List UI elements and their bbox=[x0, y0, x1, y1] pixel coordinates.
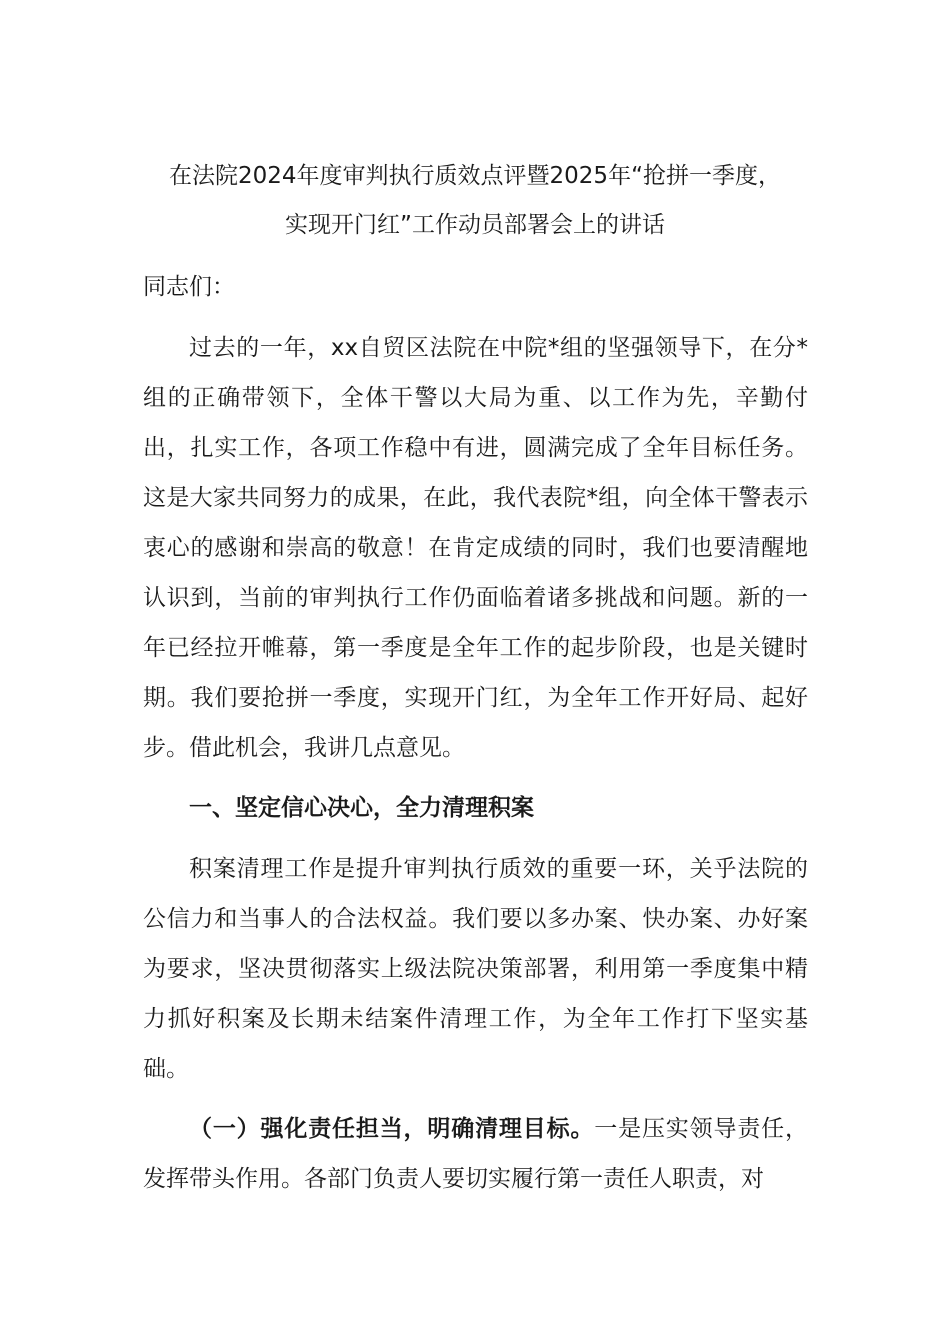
paragraph-responsibility bbox=[143, 1104, 808, 1204]
paragraph-responsibility-text: 一是压实领导责任，发挥带头作用。各部门负责人要切实履行第一责任人职责，对 bbox=[143, 1116, 809, 1192]
section-heading-1: 一、坚定信心决心，全力清理积案 bbox=[189, 795, 534, 821]
subheading-1: （一）强化责任担当，明确清理目标。 bbox=[189, 1116, 595, 1142]
paragraph-intro: 过去的一年，xx自贸区法院在中院*组的坚强领导下，在分*组的正确带领下，全体干警以大局为重、以工作为先，辛勤付出，扎实工作，各项工作稳中有进，圆满完成了全年目标任务。这是大家共同努力的成果，在此，我代表院*组，向全体干警表示衷心的感谢和崇高的敬意！在肯定成绩的同时，我们也要清醒地认识到，当前的审判执行工作仍面临着诸多挑战和问题。新的一年已经拉开帷幕，第一季度是全年工作的起步阶段，也是关键时期。我们要抢拼一季度，实现开门红，为全年工作开好局、起好步。借此机会，我讲几点意见。 bbox=[143, 335, 808, 761]
document-title-line-2: 实现开门红”工作动员部署会上的讲话 bbox=[285, 212, 665, 238]
document-title-line-1: 在法院2024年度审判执行质效点评暨2025年“抢拼一季度， bbox=[169, 163, 781, 189]
salutation: 同志们： bbox=[143, 274, 235, 300]
paragraph-backlog: 积案清理工作是提升审判执行质效的重要一环，关乎法院的公信力和当事人的合法权益。我们要以多办案、快办案、办好案为要求，坚决贯彻落实上级法院决策部署，利用第一季度集中精力抓好积案及长期未结案件清理工作，为全年工作打下坚实基础。 bbox=[143, 856, 808, 1082]
